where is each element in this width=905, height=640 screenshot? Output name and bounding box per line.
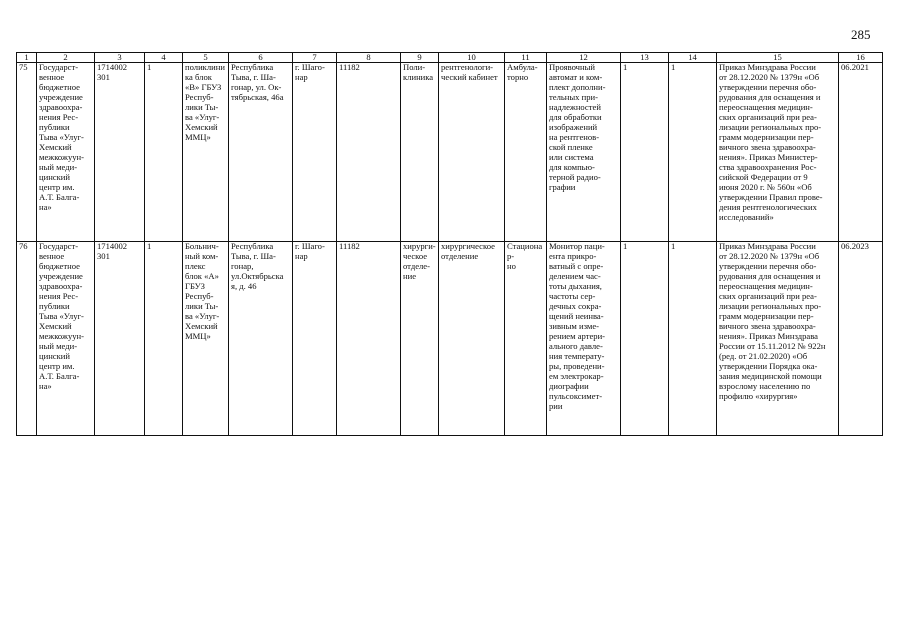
column-number: 15 — [717, 53, 839, 63]
code-cell: 11182 — [337, 63, 401, 242]
row-index-cell: 75 — [17, 63, 37, 242]
care-type-cell: Стационар- но — [505, 242, 547, 436]
column-number: 10 — [439, 53, 505, 63]
table-row — [17, 63, 883, 242]
equipment-cell: Монитор паци- ента прикро- ватный с опре- делением час- тоты дыхания, частоты сер- дечных сокра- щений неинва- зивным изме- рением артери- ального давле- ния температу- ры, проведени- ем электрокар- диографии пульсоксимет- рии — [547, 242, 621, 436]
column-number: 3 — [95, 53, 145, 63]
registry-table — [16, 52, 883, 436]
equipment-cell: Проявочный автомат и ком- плект дополни- тельных при- надлежностей для обработки изображений на рентгенов- ской пленке или система для компью- терной радио- графии — [547, 63, 621, 242]
column-number: 8 — [337, 53, 401, 63]
building-cell: поликлиника блок «В» ГБУЗ Респуб- лики Ты- ва «Улуг- Хемский ММЦ» — [183, 63, 229, 242]
column-number: 7 — [293, 53, 337, 63]
department-cell: хирургическое отделение — [439, 242, 505, 436]
date-cell: 06.2021 — [839, 63, 883, 242]
address-cell: Республика Тыва, г. Ша- гонар, ул. Ок- тябрьская, 46а — [229, 63, 293, 242]
row-index-cell: 76 — [17, 242, 37, 436]
column-number-row — [17, 53, 883, 63]
code-cell: 11182 — [337, 242, 401, 436]
date-cell: 06.2023 — [839, 242, 883, 436]
locality-cell: г. Шаго- нар — [293, 63, 337, 242]
column-number: 1 — [17, 53, 37, 63]
column-number: 2 — [37, 53, 95, 63]
table-row — [17, 242, 883, 436]
organization-cell: Государст- венное бюджетное учреждение здравоохра- нения Рес- публики Тыва «Улуг- Хемский межкожуун- ный меди- цинский центр им. А.Т. Балга- на» — [37, 242, 95, 436]
count-cell: 1 — [145, 242, 183, 436]
column-number: 13 — [621, 53, 669, 63]
column-number: 5 — [183, 53, 229, 63]
regulation-cell: Приказ Минздрава России от 28.12.2020 № 1379н «Об утверждении перечня обо- рудования для оснащения и переоснащения медицин- ских организаций при реа- лизации региональных про- грамм модернизации пер- вичного звена здравоохра- нения». Приказ Минздрава России от 15.11.2012 № 922н (ред. от 21.02.2020) «Об утверждении Порядка ока- зания медицинской помощи взрослому населению по профилю «хирургия» — [717, 242, 839, 436]
column-number: 11 — [505, 53, 547, 63]
inn-cell: 1714002 301 — [95, 242, 145, 436]
care-type-cell: Амбула- торно — [505, 63, 547, 242]
address-cell: Республика Тыва, г. Ша- гонар, ул.Октябрьска я, д. 46 — [229, 242, 293, 436]
quantity-cell: 1 — [621, 63, 669, 242]
column-number: 6 — [229, 53, 293, 63]
locality-cell: г. Шаго- нар — [293, 242, 337, 436]
quantity-cell: 1 — [621, 242, 669, 436]
inn-cell: 1714002 301 — [95, 63, 145, 242]
regulation-cell: Приказ Минздрава России от 28.12.2020 № 1379н «Об утверждении перечня обо- рудования для оснащения и переоснащения медицин- ских организаций при реа- лизации региональных про- грамм модернизации пер- вичного звена здравоохра- нения». Приказ Министер- ства здравоохранения Рос- сийской Федерации от 9 июня 2020 г. № 560н «Об утверждении Правил прове- дения рентгенологических исследований» — [717, 63, 839, 242]
organization-cell: Государст- венное бюджетное учреждение здравоохра- нения Рес- публики Тыва «Улуг- Хемский межкожуун- ный меди- цинский центр им. А.Т. Балга- на» — [37, 63, 95, 242]
column-number: 14 — [669, 53, 717, 63]
column-number: 16 — [839, 53, 883, 63]
unit-cell: Поли- клиника — [401, 63, 439, 242]
column-number: 4 — [145, 53, 183, 63]
unit-cell: хирурги- ческое отделе- ние — [401, 242, 439, 436]
column-number: 12 — [547, 53, 621, 63]
column-number: 9 — [401, 53, 439, 63]
quantity-cell: 1 — [669, 63, 717, 242]
department-cell: рентгенологи- ческий кабинет — [439, 63, 505, 242]
quantity-cell: 1 — [669, 242, 717, 436]
building-cell: Больнич- ный ком- плекс блок «А» ГБУЗ Респуб- лики Ты- ва «Улуг- Хемский ММЦ» — [183, 242, 229, 436]
page-number: 285 — [851, 27, 871, 42]
count-cell: 1 — [145, 63, 183, 242]
